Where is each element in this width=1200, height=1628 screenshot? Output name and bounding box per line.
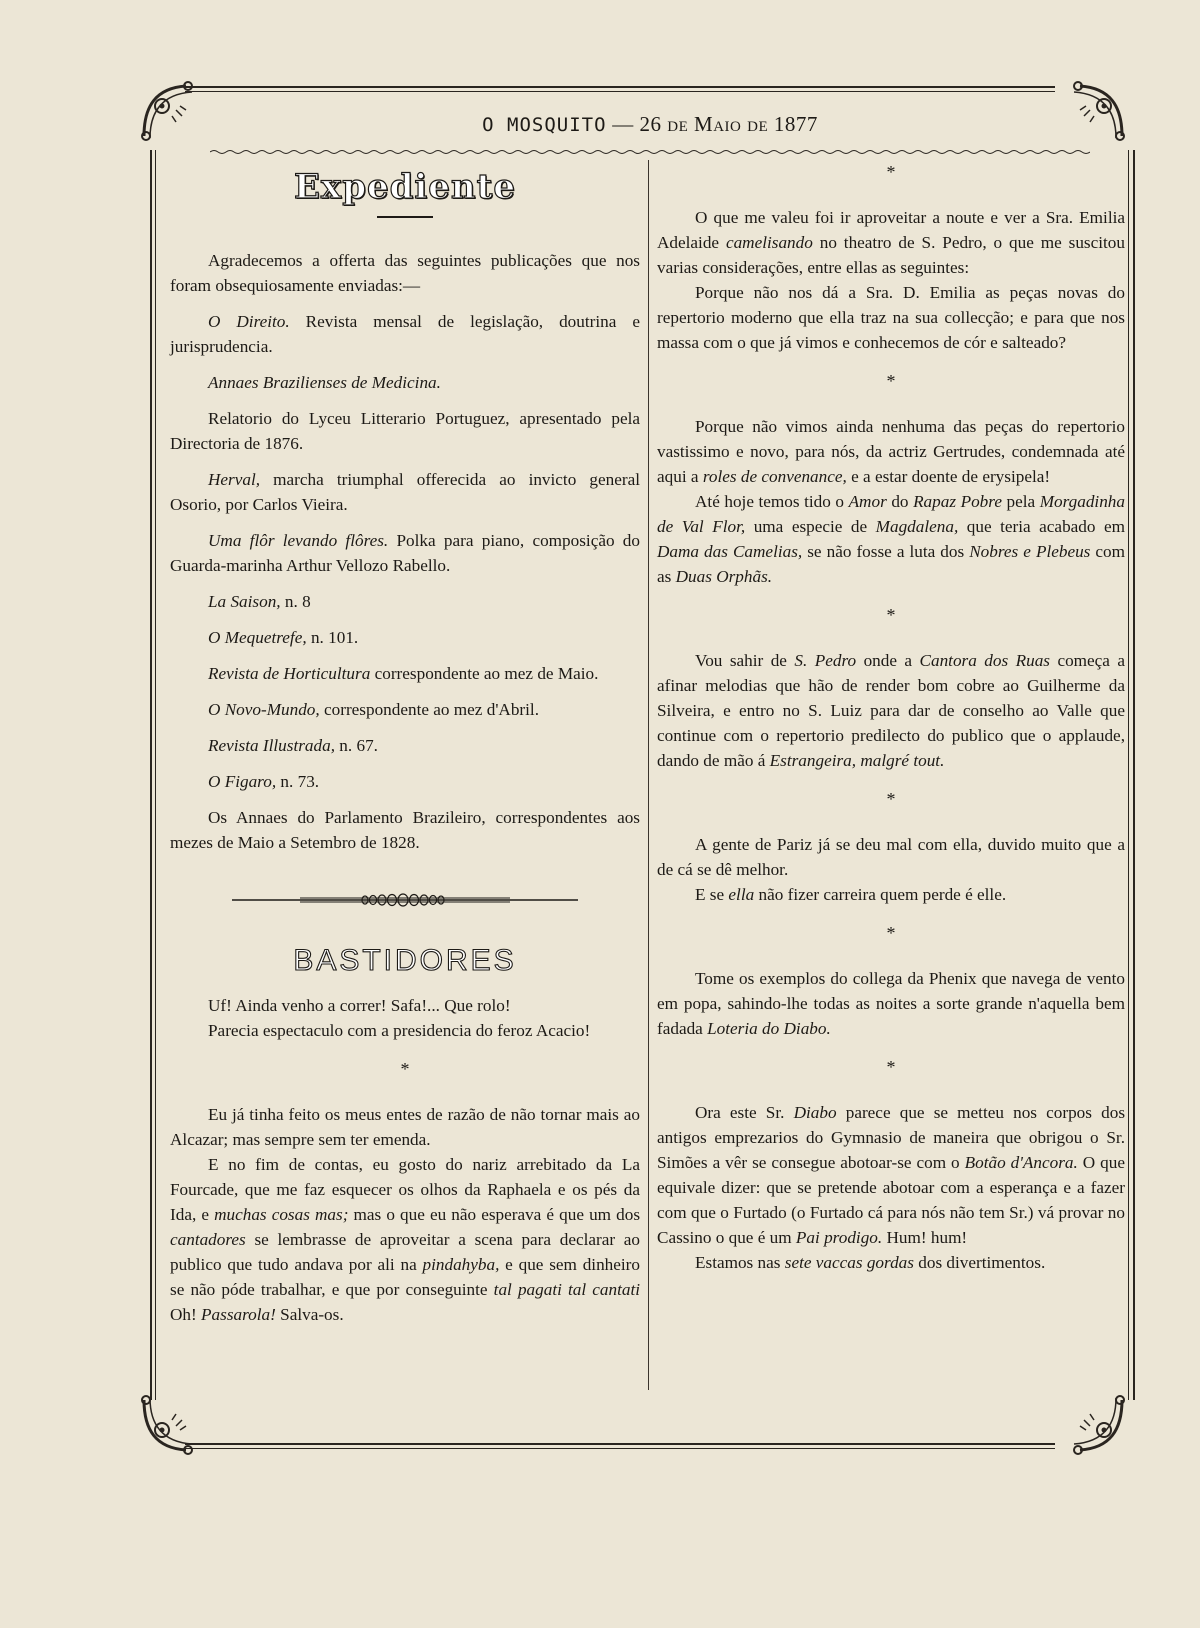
separator-asterisk: * <box>886 605 896 625</box>
paragraph: Até hoje temos tido o Amor do Rapaz Pobre pela Morgadinha de Val Flor, uma especie de Magdalena, que teria acabado em Dama das Camelias, se não fosse a luta dos Nobres e Plebeus com as Duas Orphãs. <box>657 492 1125 586</box>
publication-entry: Uma flôr levando flôres. Polka para piano, composição do Guarda-marinha Arthur Vellozo Rabello. <box>170 531 640 575</box>
header-de: de <box>667 112 689 136</box>
corner-ornament-top-left <box>136 76 206 146</box>
header-dash: — <box>612 112 634 136</box>
separator-asterisk: * <box>886 371 896 391</box>
publication-entry: Revista Illustrada, n. 67. <box>208 736 378 755</box>
frame-bottom-line <box>185 1443 1055 1445</box>
publication-entry: O Figaro, n. 73. <box>208 772 320 791</box>
expediente-intro: Agradecemos a offerta das seguintes publicações que nos foram obsequiosamente enviadas:— <box>170 251 640 295</box>
section-title-expediente: Expediente <box>294 167 516 207</box>
publication-entry: La Saison, n. 8 <box>208 592 311 611</box>
header-month: Maio <box>694 112 742 136</box>
separator-asterisk: * <box>886 923 896 943</box>
header-de: de <box>747 112 769 136</box>
separator-asterisk: * <box>400 1059 410 1079</box>
paragraph: E se ella não fizer carreira quem perde é elle. <box>695 885 1007 904</box>
paragraph: O que me valeu foi ir aproveitar a noute e ver a Sra. Emilia Adelaide camelisando no theatro de S. Pedro, o que me suscitou varias considerações, entre ellas as seguintes: <box>657 208 1125 277</box>
paragraph: Estamos nas sete vaccas gordas dos divertimentos. <box>695 1253 1046 1272</box>
section-title-bastidores: BASTIDORES <box>293 944 517 977</box>
frame-left-line <box>150 150 152 1400</box>
paragraph: Porque não nos dá a Sra. D. Emilia as peças novas do repertorio moderno que ella traz na sua collecção; e para que nos massa com o que já vimos e conhecemos de cór e salteado? <box>657 283 1125 352</box>
paragraph: Ora este Sr. Diabo parece que se metteu nos corpos dos antigos emprezarios do Gymnasio de maneira que obrigou o Sr. Simões a vêr se consegue abotoar-se com o Botão d'Ancora. O que equivale dizer: que se pretende abotoar com a esperança e a fazer com que o Furtado (o Furtado cá para nós não tem Sr.) vá provar no Cassino o que é um Pai prodigo. Hum! hum! <box>657 1103 1126 1247</box>
header-day: 26 <box>639 112 662 136</box>
column-divider <box>648 160 649 1390</box>
header-year: 1877 <box>773 112 818 136</box>
frame-right-line <box>1133 150 1135 1400</box>
publication-entry: Revista de Horticultura correspondente ao mez de Maio. <box>208 664 599 683</box>
page-header <box>200 112 1100 137</box>
publication-entry: Herval, marcha triumphal offerecida ao invicto general Osorio, por Carlos Vieira. <box>170 470 640 514</box>
left-column <box>170 167 641 1327</box>
frame-bottom-line-inner <box>185 1448 1055 1449</box>
paragraph: Porque não vimos ainda nenhuma das peças do repertorio vastissimo e novo, para nós, da actriz Gertrudes, condemnada até aqui a roles de convenance, e a estar doente de erysipela! <box>657 417 1125 486</box>
paragraph: Eu já tinha feito os meus entes de razão de não tornar mais ao Alcazar; mas sempre sem ter emenda. <box>170 1105 640 1149</box>
paragraph: Vou sahir de S. Pedro onde a Cantora dos Ruas começa a afinar melodias que hão de render bom cobre ao Guilherme da Silveira, e entro no S. Luiz para dar de conselho ao Valle que continue com o repertorio predilecto do publico que o applaude, dando de mão á Estrangeira, malgré tout. <box>657 651 1125 770</box>
paragraph: E no fim de contas, eu gosto do nariz arrebitado da La Fourcade, que me faz esquecer os olhos da Raphaela e os pés da Ida, e muchas cosas mas; mas o que eu não esperava é que um dos cantadores se lembrasse de aproveitar a scena para declarar ao publico que tudo andava por ali na pindahyba, e que sem dinheiro se não póde trabalhar, e que por conseguinte tal pagati tal cantati Oh! Passarola! Salva-os. <box>170 1155 641 1324</box>
corner-ornament-bottom-left <box>136 1390 206 1460</box>
expediente-list <box>170 309 640 855</box>
paragraph: Tome os exemplos do collega da Phenix que navega de vento em popa, sahindo-lhe todas as noites a sorte grande n'aquella bem fadada Loteria do Diabo. <box>657 969 1125 1038</box>
corner-ornament-bottom-right <box>1060 1390 1130 1460</box>
header-wavy-rule <box>210 148 1090 156</box>
frame-top-line-inner <box>185 91 1055 92</box>
publication-entry: Annaes Brazilienses de Medicina. <box>208 373 441 392</box>
publication-entry: O Novo-Mundo, correspondente ao mez d'Abril. <box>208 700 539 719</box>
frame-left-line-inner <box>155 150 156 1400</box>
paragraph: Uf! Ainda venho a correr! Safa!... Que rolo! <box>208 996 511 1015</box>
publication-entry: Os Annaes do Parlamento Brazileiro, correspondentes aos mezes de Maio a Setembro de 1828. <box>170 808 640 852</box>
separator-asterisk: * <box>886 162 896 182</box>
separator-asterisk: * <box>886 789 896 809</box>
publication-entry: O Direito. Revista mensal de legislação, doutrina e jurisprudencia. <box>170 312 640 356</box>
masthead-title: O MOSQUITO <box>482 114 607 136</box>
publication-entry: O Mequetrefe, n. 101. <box>208 628 359 647</box>
paragraph: A gente de Pariz já se deu mal com ella, duvido muito que a de cá se dê melhor. <box>657 835 1125 879</box>
publication-entry: Relatorio do Lyceu Litterario Portuguez, apresentado pela Directoria de 1876. <box>170 409 640 453</box>
right-column <box>657 160 1125 1275</box>
separator-asterisk: * <box>886 1057 896 1077</box>
title-rule <box>377 216 433 218</box>
ornamental-divider <box>170 893 640 907</box>
frame-top-line <box>185 86 1055 88</box>
paragraph: Parecia espectaculo com a presidencia do feroz Acacio! <box>208 1021 591 1040</box>
frame-right-line-inner <box>1128 150 1129 1400</box>
